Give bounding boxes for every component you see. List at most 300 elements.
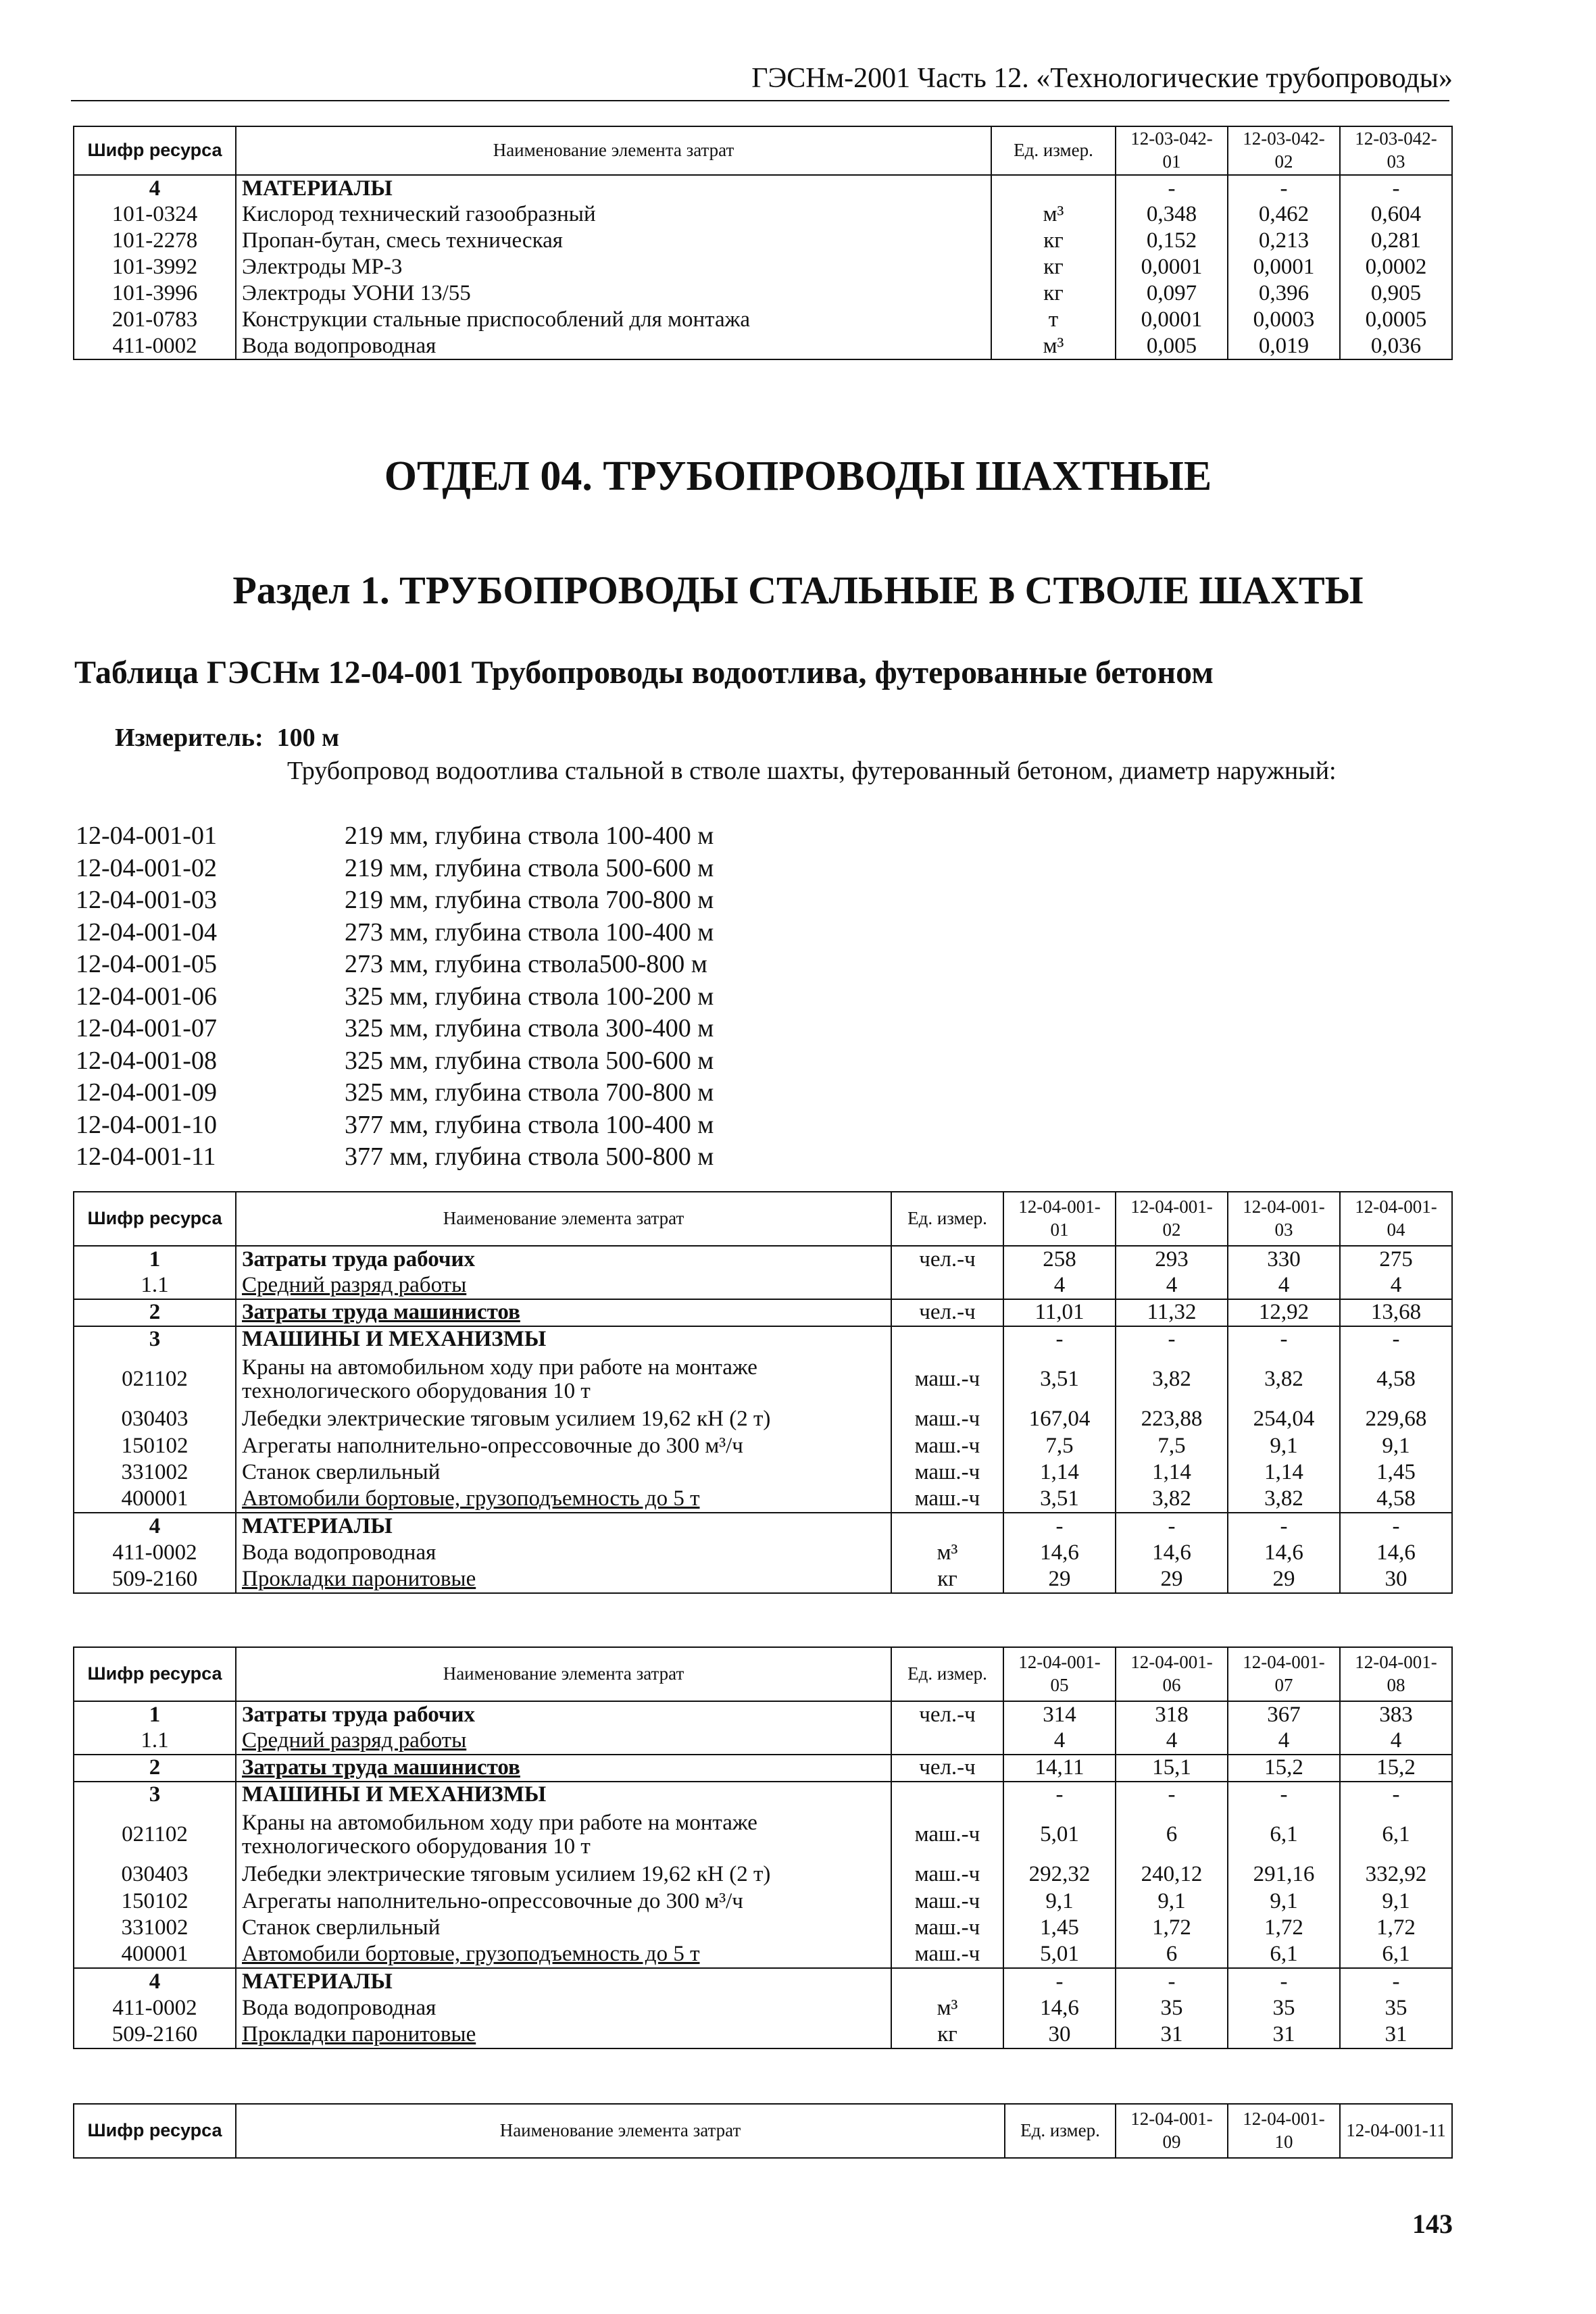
cell-value: 0,396 — [1228, 280, 1340, 307]
cell-resource-code: 400001 — [74, 1486, 236, 1513]
cell-value: 1,72 — [1116, 1915, 1228, 1942]
cell-resource-code: 201-0783 — [74, 307, 236, 333]
rate-code-row — [76, 1077, 714, 1109]
cell-value: 15,2 — [1340, 1755, 1452, 1782]
cell-value: 4 — [1340, 1273, 1452, 1300]
table-row — [74, 1888, 1452, 1915]
cell-unit: маш.-ч — [891, 1861, 1003, 1888]
rate-code: 12-04-001-07 — [76, 1014, 217, 1042]
cell-value: - — [1340, 1326, 1452, 1353]
col-header-code-1: 12-04-001-01 — [1003, 1192, 1116, 1246]
cell-unit: т — [991, 307, 1116, 333]
col-header-code-2: 12-04-001-02 — [1116, 1192, 1228, 1246]
rate-code-description: 377 мм, глубина ствола 500-800 м — [345, 1142, 714, 1171]
cell-item-name: Станок сверлильный — [236, 1915, 891, 1942]
cell-value: - — [1340, 1968, 1452, 1995]
table-row — [74, 1995, 1452, 2022]
cell-item-name: Конструкции стальные приспособлений для монтажа — [236, 307, 991, 333]
cell-value: 0,281 — [1340, 228, 1452, 254]
rate-code-description: 325 мм, глубина ствола 500-600 м — [345, 1046, 714, 1075]
cell-value: 292,32 — [1003, 1861, 1116, 1888]
cell-unit: маш.-ч — [891, 1808, 1003, 1861]
cell-item-name: Автомобили бортовые, грузоподъемность до 5 т — [236, 1942, 891, 1969]
rate-code: 12-04-001-10 — [76, 1110, 217, 1139]
cell-item-name: Вода водопроводная — [236, 1995, 891, 2022]
rate-code-row — [76, 949, 714, 981]
cell-resource-code: 1.1 — [74, 1273, 236, 1300]
cell-value: 12,92 — [1228, 1299, 1340, 1326]
table-row — [74, 175, 1452, 201]
cell-value: - — [1340, 1782, 1452, 1809]
col-header-unit: Ед. измер. — [891, 1647, 1003, 1701]
cell-value: 4 — [1116, 1273, 1228, 1300]
col-header-code-1: 12-04-001-09 — [1116, 2104, 1228, 2158]
rate-code-description: 219 мм, глубина ствола 100-400 м — [345, 822, 714, 850]
cell-item-name: МАШИНЫ И МЕХАНИЗМЫ — [236, 1782, 891, 1809]
cell-resource-code: 411-0002 — [74, 333, 236, 359]
cell-value: 0,213 — [1228, 228, 1340, 254]
table-row — [74, 1782, 1452, 1809]
col-header-code: Шифр ресурса — [74, 1647, 236, 1701]
cell-value: 7,5 — [1116, 1433, 1228, 1460]
cell-unit: м³ — [991, 333, 1116, 359]
cell-unit: маш.-ч — [891, 1888, 1003, 1915]
col-header-unit: Ед. измер. — [1005, 2104, 1116, 2158]
rate-code-row — [76, 981, 714, 1013]
cell-value: 1,14 — [1116, 1459, 1228, 1486]
table-body — [74, 1246, 1452, 1593]
rate-code-row — [76, 1141, 714, 1174]
cell-value: 6 — [1116, 1808, 1228, 1861]
cell-item-name: Средний разряд работы — [236, 1728, 891, 1755]
col-header-code-3: 12-04-001-11 — [1340, 2104, 1452, 2158]
rate-code: 12-04-001-08 — [76, 1046, 217, 1075]
cell-value: 11,32 — [1116, 1299, 1228, 1326]
table-body — [74, 175, 1452, 359]
table-row — [74, 1246, 1452, 1273]
cell-value: 6,1 — [1340, 1808, 1452, 1861]
cell-item-name: МАТЕРИАЛЫ — [236, 1968, 891, 1995]
cell-resource-code: 4 — [74, 175, 236, 201]
table-row — [74, 307, 1452, 333]
cell-unit — [891, 1273, 1003, 1300]
cell-value: 3,82 — [1228, 1486, 1340, 1513]
cell-value: 9,1 — [1116, 1888, 1228, 1915]
cell-value: 0,0003 — [1228, 307, 1340, 333]
cell-item-name: Затраты труда рабочих — [236, 1246, 891, 1273]
cell-value: 3,82 — [1116, 1486, 1228, 1513]
col-header-code-2: 12-04-001-10 — [1228, 2104, 1340, 2158]
cell-value: 330 — [1228, 1246, 1340, 1273]
cell-value: 4 — [1003, 1728, 1116, 1755]
cell-resource-code: 3 — [74, 1326, 236, 1353]
cell-value: 4,58 — [1340, 1486, 1452, 1513]
cell-value: 0,0001 — [1116, 254, 1228, 280]
col-header-code-2: 12-03-042-02 — [1228, 126, 1340, 175]
resource-table-a — [73, 1191, 1453, 1594]
cell-value: 0,097 — [1116, 280, 1228, 307]
header-rule — [71, 100, 1449, 101]
cell-value: 14,11 — [1003, 1755, 1116, 1782]
cell-value: 4 — [1228, 1273, 1340, 1300]
cell-value: 318 — [1116, 1701, 1228, 1728]
rate-code: 12-04-001-11 — [76, 1142, 216, 1171]
cell-value: 0,0002 — [1340, 254, 1452, 280]
meter-label: Измеритель: — [115, 724, 264, 752]
meter-line — [115, 723, 339, 753]
cell-resource-code: 030403 — [74, 1406, 236, 1433]
cell-unit — [891, 1968, 1003, 1995]
rate-code-description: 325 мм, глубина ствола 700-800 м — [345, 1078, 714, 1107]
cell-value: 31 — [1340, 2021, 1452, 2048]
cell-value: 11,01 — [1003, 1299, 1116, 1326]
rate-code: 12-04-001-09 — [76, 1078, 217, 1107]
cell-value: - — [1228, 1513, 1340, 1540]
cell-resource-code: 021102 — [74, 1808, 236, 1861]
cell-resource-code: 4 — [74, 1513, 236, 1540]
cell-value: 14,6 — [1003, 1540, 1116, 1567]
cell-value: - — [1116, 1782, 1228, 1809]
cell-value: 383 — [1340, 1701, 1452, 1728]
cell-unit: м³ — [891, 1995, 1003, 2022]
table-row — [74, 1433, 1452, 1460]
cell-value: 14,6 — [1228, 1540, 1340, 1567]
cell-item-name: Автомобили бортовые, грузоподъемность до 5 т — [236, 1486, 891, 1513]
cell-value: - — [1003, 1513, 1116, 1540]
page-number: 143 — [1412, 2209, 1453, 2239]
cell-value: 7,5 — [1003, 1433, 1116, 1460]
cell-value: 3,51 — [1003, 1486, 1116, 1513]
cell-value: 4 — [1116, 1728, 1228, 1755]
cell-resource-code: 509-2160 — [74, 2021, 236, 2048]
col-header-code-1: 12-04-001-05 — [1003, 1647, 1116, 1701]
cell-value: 167,04 — [1003, 1406, 1116, 1433]
cell-value: 14,6 — [1003, 1995, 1116, 2022]
work-description: Трубопровод водоотлива стальной в стволе шахты, футерованный бетоном, диаметр наружный: — [287, 757, 1337, 785]
cell-unit — [991, 175, 1116, 201]
col-header-code-3: 12-04-001-07 — [1228, 1647, 1340, 1701]
col-header-name: Наименование элемента затрат — [236, 1192, 891, 1246]
cell-unit: м³ — [991, 201, 1116, 228]
cell-unit — [891, 1326, 1003, 1353]
cell-value: - — [1228, 1782, 1340, 1809]
rate-code: 12-04-001-01 — [76, 822, 217, 850]
cell-resource-code: 101-0324 — [74, 201, 236, 228]
cell-value: - — [1228, 1326, 1340, 1353]
table-row — [74, 254, 1452, 280]
cell-value: - — [1116, 175, 1228, 201]
cell-value: 1,72 — [1228, 1915, 1340, 1942]
table-row — [74, 333, 1452, 359]
cell-value: 4,58 — [1340, 1353, 1452, 1406]
cell-value: 0,005 — [1116, 333, 1228, 359]
cell-value: 332,92 — [1340, 1861, 1452, 1888]
rate-code-description: 219 мм, глубина ствола 700-800 м — [345, 886, 714, 914]
col-header-name: Наименование элемента затрат — [236, 2104, 1005, 2158]
cell-resource-code: 2 — [74, 1755, 236, 1782]
cell-value: 6,1 — [1340, 1942, 1452, 1969]
rate-code-list — [76, 820, 714, 1174]
cell-item-name: Средний разряд работы — [236, 1273, 891, 1300]
cell-unit: кг — [891, 1566, 1003, 1593]
resource-table-top — [73, 126, 1453, 360]
table-row — [74, 1486, 1452, 1513]
resource-table-b — [73, 1646, 1453, 2049]
cell-unit — [891, 1782, 1003, 1809]
col-header-code-3: 12-04-001-03 — [1228, 1192, 1340, 1246]
cell-value: - — [1003, 1326, 1116, 1353]
table-row — [74, 1513, 1452, 1540]
table-row — [74, 1915, 1452, 1942]
cell-value: 314 — [1003, 1701, 1116, 1728]
cell-resource-code: 150102 — [74, 1433, 236, 1460]
rate-code-row — [76, 1013, 714, 1045]
cell-resource-code: 3 — [74, 1782, 236, 1809]
table-row — [74, 2021, 1452, 2048]
cell-resource-code: 1.1 — [74, 1728, 236, 1755]
cell-unit — [891, 1728, 1003, 1755]
cell-value: 1,14 — [1228, 1459, 1340, 1486]
cell-resource-code: 150102 — [74, 1888, 236, 1915]
table-row — [74, 201, 1452, 228]
cell-resource-code: 4 — [74, 1968, 236, 1995]
cell-unit: маш.-ч — [891, 1942, 1003, 1969]
cell-value: 5,01 — [1003, 1808, 1116, 1861]
cell-resource-code: 101-3996 — [74, 280, 236, 307]
cell-value: 3,82 — [1116, 1353, 1228, 1406]
rate-code: 12-04-001-02 — [76, 853, 217, 882]
cell-value: 6,1 — [1228, 1942, 1340, 1969]
cell-unit: чел.-ч — [891, 1299, 1003, 1326]
cell-resource-code: 030403 — [74, 1861, 236, 1888]
cell-resource-code: 331002 — [74, 1459, 236, 1486]
running-header: ГЭСНм-2001 Часть 12. «Технологические трубопроводы» — [751, 63, 1453, 94]
cell-item-name: Электроды МР-3 — [236, 254, 991, 280]
col-header-code: Шифр ресурса — [74, 2104, 236, 2158]
cell-item-name: Вода водопроводная — [236, 333, 991, 359]
cell-unit: маш.-ч — [891, 1915, 1003, 1942]
cell-item-name: Агрегаты наполнительно-опрессовочные до 300 м³/ч — [236, 1888, 891, 1915]
cell-value: 29 — [1116, 1566, 1228, 1593]
cell-unit: чел.-ч — [891, 1755, 1003, 1782]
cell-value: 30 — [1340, 1566, 1452, 1593]
rate-code-description: 273 мм, глубина ствола 100-400 м — [345, 917, 714, 947]
rate-code-row — [76, 1045, 714, 1078]
cell-value: 9,1 — [1340, 1888, 1452, 1915]
cell-unit: чел.-ч — [891, 1701, 1003, 1728]
table-row — [74, 1273, 1452, 1300]
cell-value: - — [1340, 1513, 1452, 1540]
cell-value: 367 — [1228, 1701, 1340, 1728]
cell-resource-code: 331002 — [74, 1915, 236, 1942]
cell-value: - — [1228, 175, 1340, 201]
cell-value: 258 — [1003, 1246, 1116, 1273]
table-row — [74, 1942, 1452, 1969]
cell-unit: маш.-ч — [891, 1459, 1003, 1486]
table-row — [74, 1861, 1452, 1888]
cell-unit: маш.-ч — [891, 1486, 1003, 1513]
col-header-code-4: 12-04-001-04 — [1340, 1192, 1452, 1246]
cell-value: 13,68 — [1340, 1299, 1452, 1326]
cell-value: 4 — [1228, 1728, 1340, 1755]
table-row — [74, 1406, 1452, 1433]
cell-value: 4 — [1340, 1728, 1452, 1755]
cell-unit: кг — [991, 228, 1116, 254]
cell-item-name: Затраты труда машинистов — [236, 1755, 891, 1782]
cell-unit: маш.-ч — [891, 1433, 1003, 1460]
cell-value: 0,0001 — [1116, 307, 1228, 333]
col-header-code-2: 12-04-001-06 — [1116, 1647, 1228, 1701]
cell-item-name: Краны на автомобильном ходу при работе на монтаже технологического оборудования 10 т — [236, 1808, 891, 1861]
rate-code-row — [76, 1109, 714, 1142]
table-row — [74, 1701, 1452, 1728]
cell-value: 6 — [1116, 1942, 1228, 1969]
cell-value: 0,152 — [1116, 228, 1228, 254]
cell-resource-code: 2 — [74, 1299, 236, 1326]
cell-value: 5,01 — [1003, 1942, 1116, 1969]
cell-value: - — [1003, 1782, 1116, 1809]
cell-value: 31 — [1116, 2021, 1228, 2048]
table-row — [74, 1808, 1452, 1861]
cell-value: 30 — [1003, 2021, 1116, 2048]
cell-value: 14,6 — [1340, 1540, 1452, 1567]
cell-resource-code: 411-0002 — [74, 1995, 236, 2022]
cell-value: 15,1 — [1116, 1755, 1228, 1782]
cell-value: - — [1116, 1513, 1228, 1540]
cell-item-name: Затраты труда машинистов — [236, 1299, 891, 1326]
cell-value: 15,2 — [1228, 1755, 1340, 1782]
table-row — [74, 1299, 1452, 1326]
cell-value: 1,14 — [1003, 1459, 1116, 1486]
cell-unit: чел.-ч — [891, 1246, 1003, 1273]
rate-code-description: 325 мм, глубина ствола 300-400 м — [345, 1014, 714, 1042]
cell-unit: маш.-ч — [891, 1406, 1003, 1433]
cell-value: 0,019 — [1228, 333, 1340, 359]
rate-code: 12-04-001-05 — [76, 950, 217, 978]
cell-value: 9,1 — [1340, 1433, 1452, 1460]
cell-value: 275 — [1340, 1246, 1452, 1273]
cell-resource-code: 021102 — [74, 1353, 236, 1406]
cell-value: 254,04 — [1228, 1406, 1340, 1433]
cell-value: 6,1 — [1228, 1808, 1340, 1861]
cell-unit: кг — [991, 254, 1116, 280]
rate-code-description: 273 мм, глубина ствола500-800 м — [345, 950, 707, 978]
cell-item-name: Пропан-бутан, смесь техническая — [236, 228, 991, 254]
cell-value: 291,16 — [1228, 1861, 1340, 1888]
cell-value: 3,51 — [1003, 1353, 1116, 1406]
table-row — [74, 1566, 1452, 1593]
cell-value: - — [1116, 1326, 1228, 1353]
cell-value: 9,1 — [1003, 1888, 1116, 1915]
cell-value: 29 — [1003, 1566, 1116, 1593]
col-header-code-3: 12-03-042-03 — [1340, 126, 1452, 175]
cell-value: 1,45 — [1340, 1459, 1452, 1486]
rate-code: 12-04-001-03 — [76, 886, 217, 914]
section-title: Раздел 1. ТРУБОПРОВОДЫ СТАЛЬНЫЕ В СТВОЛЕ ШАХТЫ — [232, 568, 1364, 612]
rate-code-description: 325 мм, глубина ствола 100-200 м — [345, 982, 714, 1011]
cell-item-name: Затраты труда рабочих — [236, 1701, 891, 1728]
cell-unit: м³ — [891, 1540, 1003, 1567]
cell-value: - — [1340, 175, 1452, 201]
table-row — [74, 228, 1452, 254]
cell-value: 293 — [1116, 1246, 1228, 1273]
cell-value: 229,68 — [1340, 1406, 1452, 1433]
cell-value: 3,82 — [1228, 1353, 1340, 1406]
cell-item-name: Кислород технический газообразный — [236, 201, 991, 228]
rate-code: 12-04-001-04 — [76, 917, 217, 947]
cell-value: - — [1116, 1968, 1228, 1995]
table-row — [74, 1968, 1452, 1995]
rate-code-row — [76, 917, 714, 949]
table-row — [74, 1728, 1452, 1755]
cell-value: 0,604 — [1340, 201, 1452, 228]
department-title: ОТДЕЛ 04. ТРУБОПРОВОДЫ ШАХТНЫЕ — [384, 453, 1212, 499]
cell-resource-code: 101-2278 — [74, 228, 236, 254]
cell-value: 4 — [1003, 1273, 1116, 1300]
cell-resource-code: 411-0002 — [74, 1540, 236, 1567]
cell-item-name: МАТЕРИАЛЫ — [236, 1513, 891, 1540]
table-body — [74, 1701, 1452, 2048]
table-row — [74, 280, 1452, 307]
cell-resource-code: 509-2160 — [74, 1566, 236, 1593]
cell-unit — [891, 1513, 1003, 1540]
cell-item-name: Прокладки паронитовые — [236, 2021, 891, 2048]
col-header-code-4: 12-04-001-08 — [1340, 1647, 1452, 1701]
rate-code: 12-04-001-06 — [76, 982, 217, 1011]
table-row — [74, 1326, 1452, 1353]
cell-unit: кг — [891, 2021, 1003, 2048]
cell-item-name: Лебедки электрические тяговым усилием 19,62 кН (2 т) — [236, 1861, 891, 1888]
cell-value: 1,72 — [1340, 1915, 1452, 1942]
cell-value: 240,12 — [1116, 1861, 1228, 1888]
cell-value: 0,0005 — [1340, 307, 1452, 333]
cell-item-name: Станок сверлильный — [236, 1459, 891, 1486]
table-row — [74, 1755, 1452, 1782]
cell-item-name: Агрегаты наполнительно-опрессовочные до 300 м³/ч — [236, 1433, 891, 1460]
cell-unit: маш.-ч — [891, 1353, 1003, 1406]
cell-value: 0,348 — [1116, 201, 1228, 228]
table-row — [74, 1353, 1452, 1406]
col-header-code: Шифр ресурса — [74, 126, 236, 175]
col-header-unit: Ед. измер. — [891, 1192, 1003, 1246]
cell-item-name: Краны на автомобильном ходу при работе на монтаже технологического оборудования 10 т — [236, 1353, 891, 1406]
rate-code-row — [76, 820, 714, 853]
cell-resource-code: 1 — [74, 1246, 236, 1273]
col-header-name: Наименование элемента затрат — [236, 126, 991, 175]
meter-value: 100 м — [276, 724, 340, 752]
table-row — [74, 1540, 1452, 1567]
col-header-name: Наименование элемента затрат — [236, 1647, 891, 1701]
table-row — [74, 1459, 1452, 1486]
cell-unit: кг — [991, 280, 1116, 307]
cell-item-name: Прокладки паронитовые — [236, 1566, 891, 1593]
rate-code-description: 377 мм, глубина ствола 100-400 м — [345, 1110, 714, 1139]
cell-value: - — [1228, 1968, 1340, 1995]
cell-resource-code: 101-3992 — [74, 254, 236, 280]
resource-table-c — [73, 2103, 1453, 2159]
rate-code-description: 219 мм, глубина ствола 500-600 м — [345, 853, 714, 882]
cell-item-name: МАТЕРИАЛЫ — [236, 175, 991, 201]
cell-item-name: МАШИНЫ И МЕХАНИЗМЫ — [236, 1326, 891, 1353]
cell-value: 0,905 — [1340, 280, 1452, 307]
cell-item-name: Электроды УОНИ 13/55 — [236, 280, 991, 307]
rate-code-row — [76, 884, 714, 917]
cell-value: 0,0001 — [1228, 254, 1340, 280]
cell-value: 9,1 — [1228, 1888, 1340, 1915]
cell-resource-code: 1 — [74, 1701, 236, 1728]
cell-value: 0,462 — [1228, 201, 1340, 228]
col-header-code-1: 12-03-042-01 — [1116, 126, 1228, 175]
